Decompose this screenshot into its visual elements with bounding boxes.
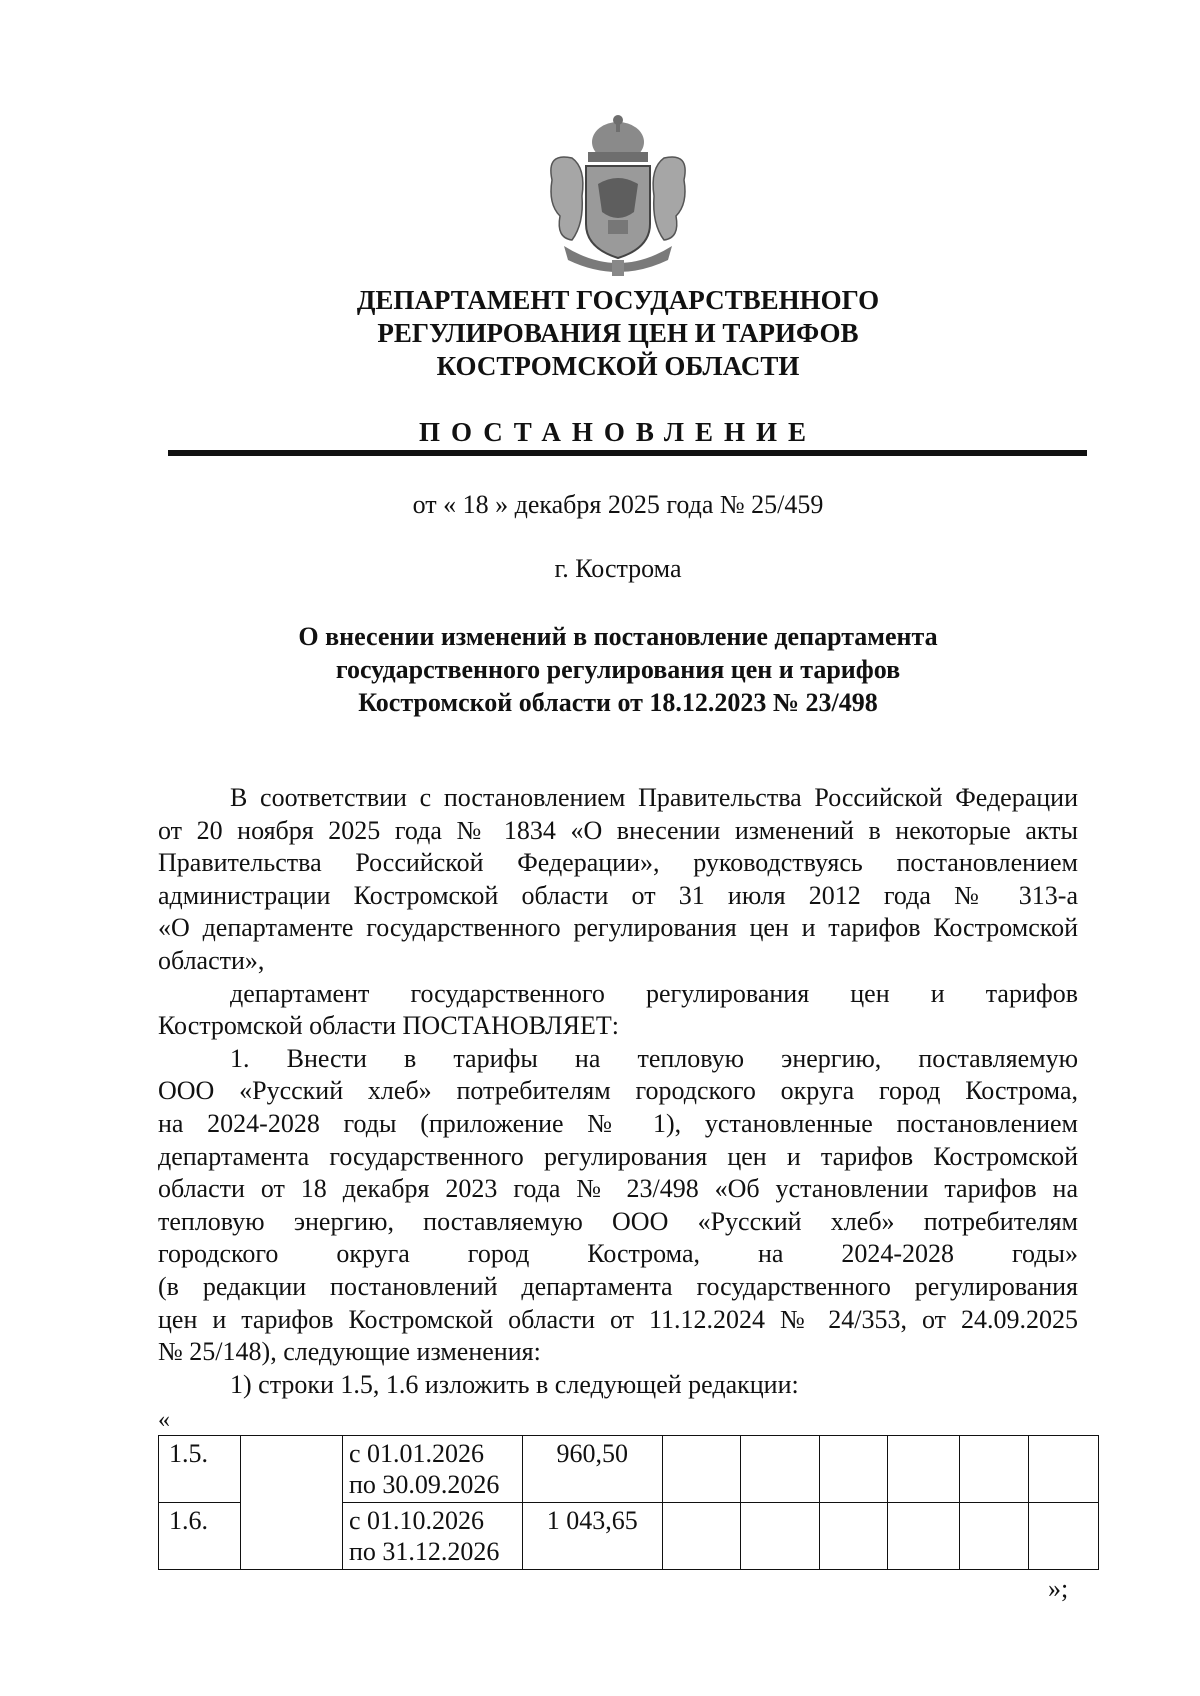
row-number: 1.5.	[159, 1436, 241, 1503]
document-type: ПОСТАНОВЛЕНИЕ	[418, 417, 818, 447]
coat-of-arms-icon	[542, 112, 694, 278]
subject-line: государственного регулирования цен и тарифов	[335, 655, 901, 684]
tariff-value: 1 043,65	[522, 1503, 662, 1570]
department-line: ДЕПАРТАМЕНТ ГОСУДАРСТВЕННОГО	[356, 285, 880, 315]
body-line: № 25/148), следующие изменения:	[158, 1337, 541, 1367]
period-start: с 01.10.2026	[348, 1506, 484, 1535]
table-cell-empty	[662, 1503, 740, 1570]
body-line: администрации Костромской области от 31 июля 2012 года № 313-а	[158, 880, 1078, 910]
table-cell-empty	[241, 1436, 342, 1570]
body-line: департамента государственного регулирования цен и тарифов Костромской	[158, 1141, 1078, 1171]
document-city: г. Кострома	[554, 554, 682, 583]
body-line: департамент государственного регулирования цен и тарифов	[230, 978, 1078, 1008]
body-line: (в редакции постановлений департамента государственного регулирования	[158, 1271, 1078, 1301]
period-cell	[342, 1436, 522, 1503]
table-cell-empty	[960, 1436, 1028, 1503]
document-date-number: от « 18 » декабря 2025 года № 25/459	[412, 490, 824, 519]
subject-line: Костромской области от 18.12.2023 № 23/498	[358, 688, 878, 717]
header-divider	[168, 450, 1087, 456]
tariff-value: 960,50	[522, 1436, 662, 1503]
body-line: ООО «Русский хлеб» потребителям городского округа город Кострома,	[158, 1076, 1078, 1106]
period-start: с 01.01.2026	[348, 1439, 484, 1468]
body-line: В соответствии с постановлением Правительства Российской Федерации	[230, 783, 1078, 812]
body-line: городского округа город Кострома, на 2024-2028 годы»	[158, 1239, 1078, 1269]
period-end: по 30.09.2026	[348, 1470, 500, 1499]
table-row	[159, 1436, 1099, 1503]
body-line: области от 18 декабря 2023 года № 23/498 «Об установлении тарифов на	[158, 1174, 1078, 1204]
body-line: 1. Внести в тарифы на тепловую энергию, поставляемую	[230, 1043, 1078, 1073]
table-cell-empty	[741, 1503, 819, 1570]
body-line: Правительства Российской Федерации», руководствуясь постановлением	[158, 848, 1078, 878]
table-cell-empty	[887, 1503, 960, 1570]
body-line: «О департаменте государственного регулирования цен и тарифов Костромской	[158, 913, 1078, 943]
table-cell-empty	[1028, 1503, 1098, 1570]
table-cell-empty	[662, 1436, 740, 1503]
table-cell-empty	[960, 1503, 1028, 1570]
body-line: цен и тарифов Костромской области от 11.12.2024 № 24/353, от 24.09.2025	[158, 1304, 1078, 1334]
table-cell-empty	[819, 1503, 887, 1570]
period-cell	[342, 1503, 522, 1570]
body-line: тепловую энергию, поставляемую ООО «Русский хлеб» потребителям	[158, 1206, 1078, 1236]
quote-close: »;	[1048, 1574, 1069, 1603]
department-line: КОСТРОМСКОЙ ОБЛАСТИ	[436, 351, 800, 381]
document-body	[158, 782, 1078, 1401]
table-cell-empty	[1028, 1436, 1098, 1503]
period-end: по 31.12.2026	[348, 1537, 500, 1566]
body-line: на 2024-2028 годы (приложение № 1), установленные постановлением	[158, 1108, 1078, 1138]
table-cell-empty	[887, 1436, 960, 1503]
row-number: 1.6.	[159, 1503, 241, 1570]
table-cell-empty	[741, 1436, 819, 1503]
body-line: от 20 ноября 2025 года № 1834 «О внесении изменений в некоторые акты	[158, 815, 1078, 845]
body-line: области»,	[158, 945, 265, 975]
quote-open: «	[158, 1407, 170, 1433]
department-name	[200, 284, 1036, 383]
department-line: РЕГУЛИРОВАНИЯ ЦЕН И ТАРИФОВ	[377, 318, 859, 348]
subject-line: О внесении изменений в постановление департамента	[298, 622, 938, 651]
document-subject	[180, 620, 1056, 719]
table-cell-empty	[819, 1436, 887, 1503]
tariff-table	[158, 1435, 1099, 1570]
body-line: 1) строки 1.5, 1.6 изложить в следующей редакции:	[230, 1369, 799, 1399]
body-line: Костромской области ПОСТАНОВЛЯЕТ:	[158, 1011, 619, 1041]
